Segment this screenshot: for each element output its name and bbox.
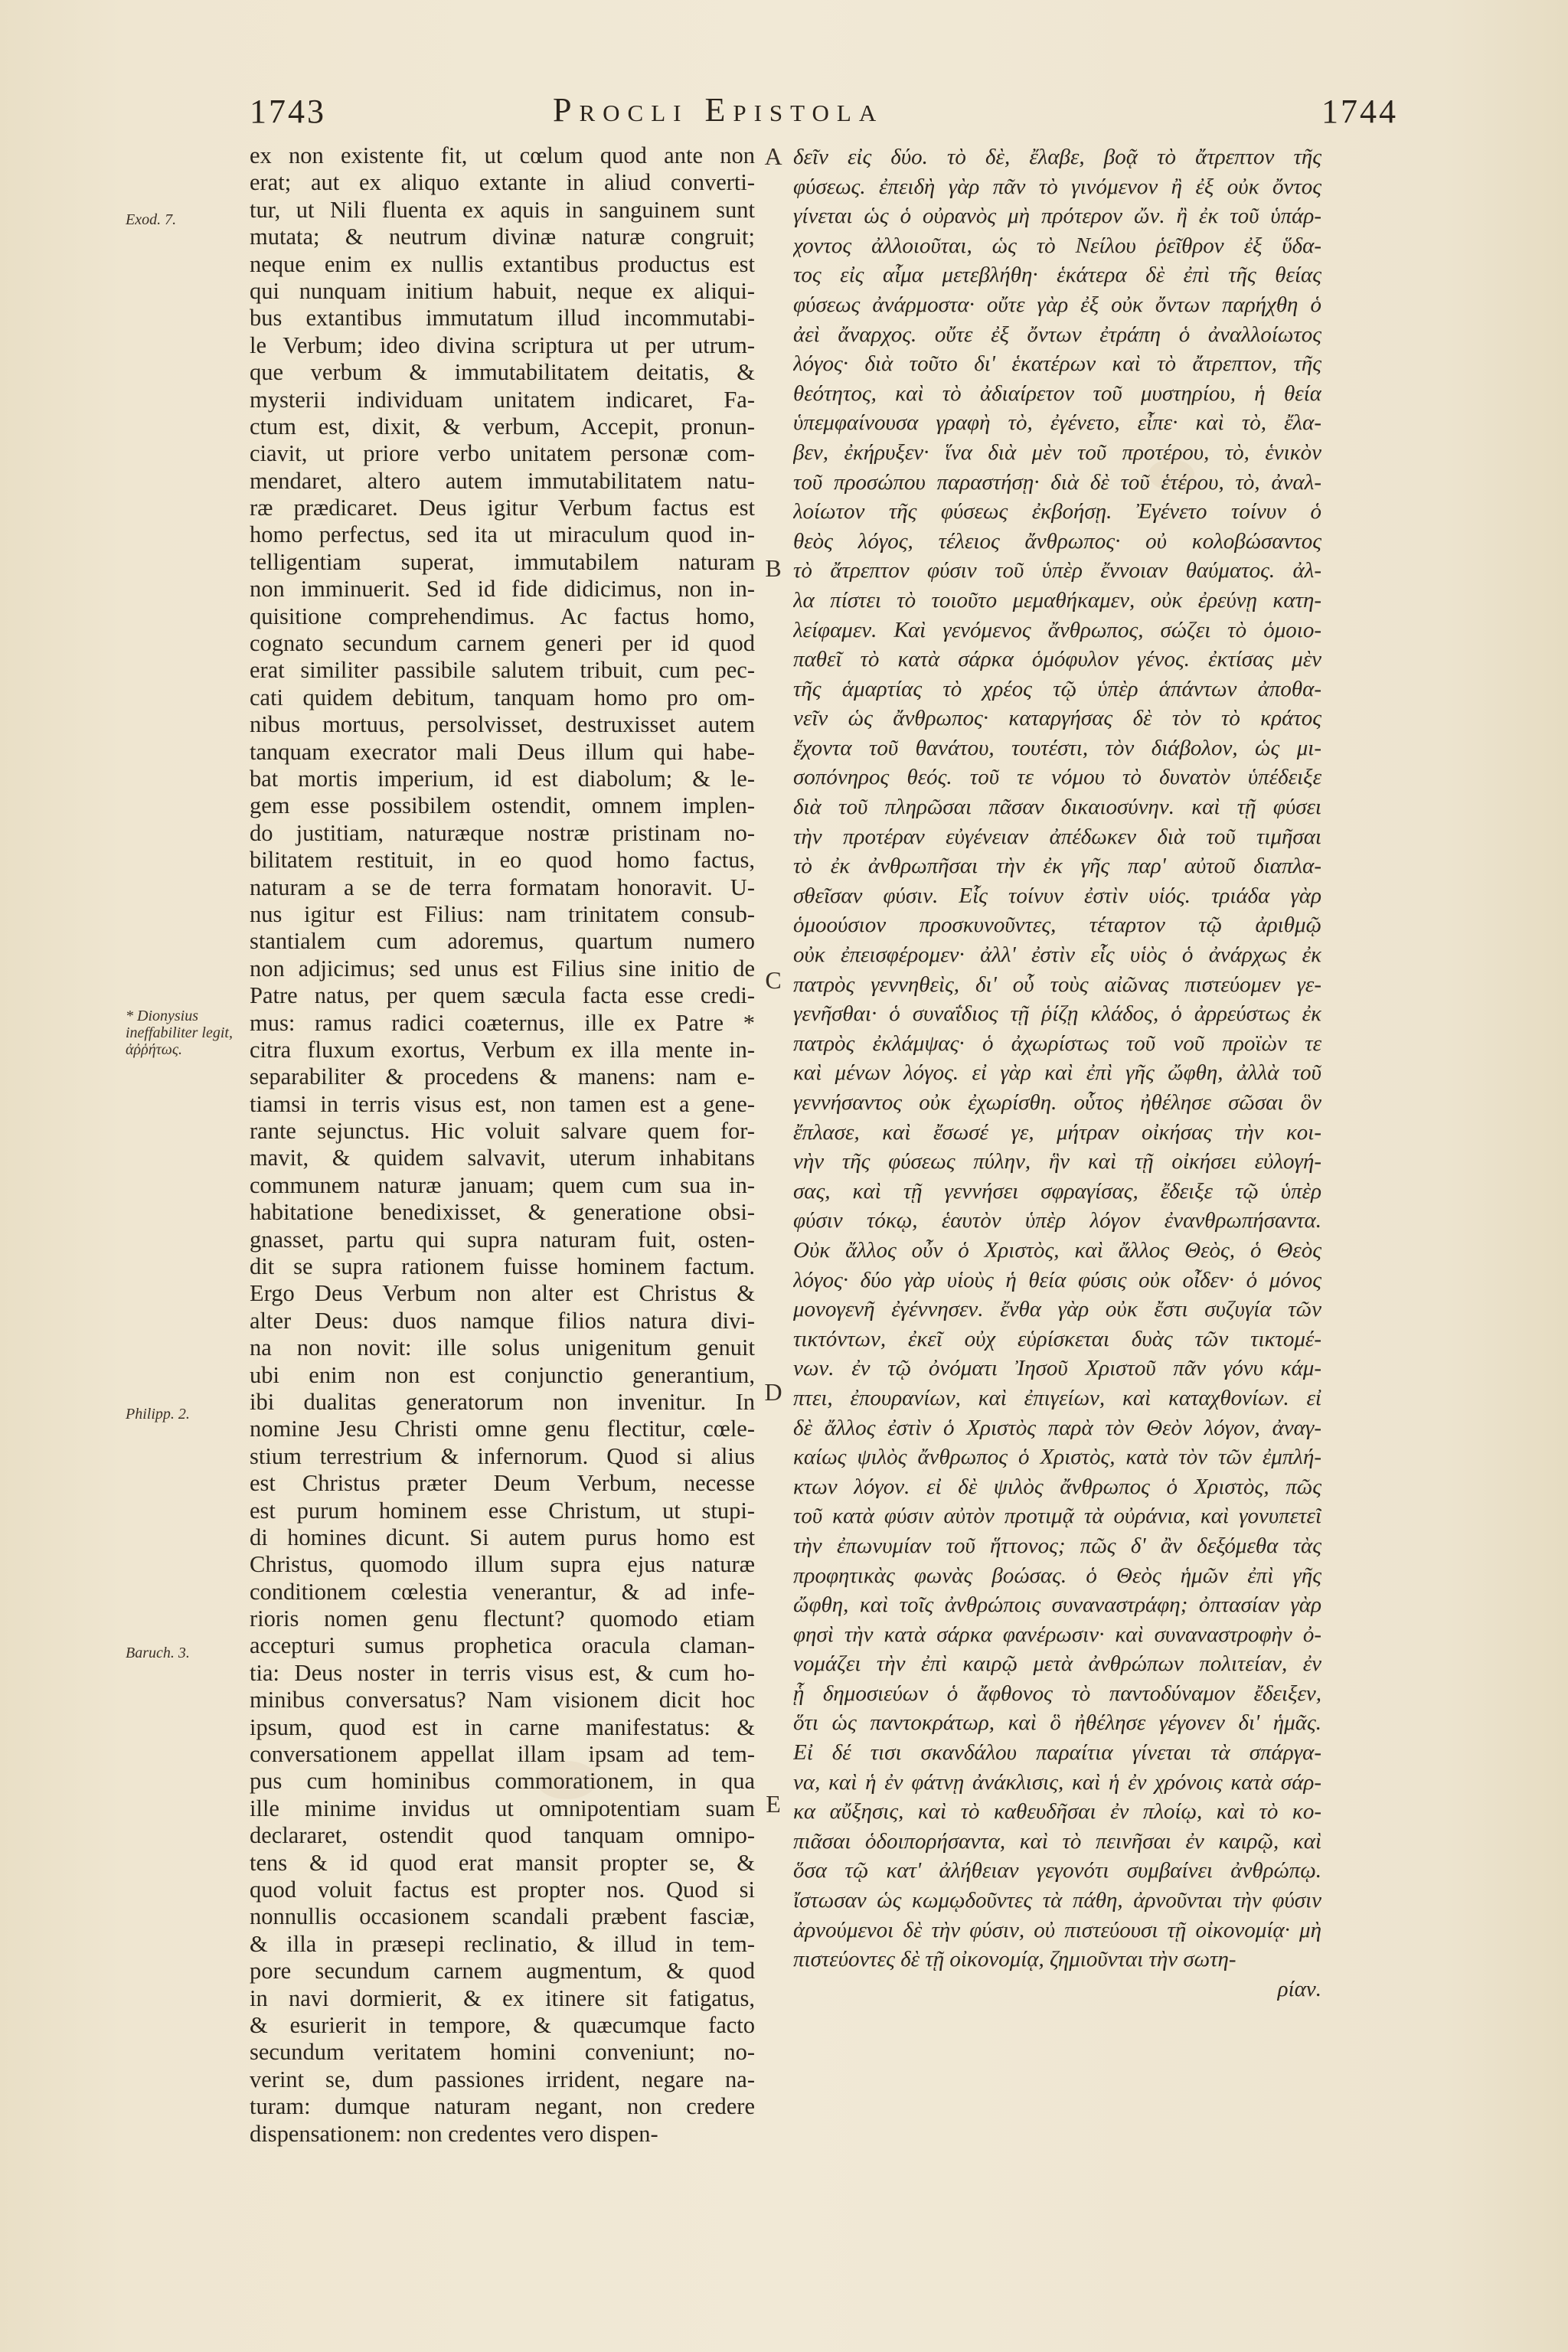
text-line: separabiliter & procedens & manens: nam e- (250, 1063, 755, 1090)
text-line: ὁμοούσιον προσκυνοῦντες, τέταρτον τῷ ἀριθμῷ (793, 913, 1321, 938)
text-line: gnasset, partu qui supra naturam fuit, osten- (250, 1226, 755, 1253)
text-line: dispensationem: non credentes vero dispen- (250, 2120, 658, 2147)
text-line: ὅσα τῷ κατ' ἀλήθειαν γεγονότι συμβαίνει ἀνθρώπῳ. (793, 1858, 1321, 1883)
text-line: di homines dicunt. Si autem purus homo est (250, 1524, 755, 1550)
text-line: na non novit: ille solus unigenitum genuit (250, 1334, 755, 1361)
text-line: πατρὸς γεννηθεὶς, δι' οὗ τοὺς αἰῶνας πιστεύομεν γε- (793, 972, 1321, 997)
page-number-right: 1744 (1321, 93, 1398, 130)
text-line: est Christus præter Deum Verbum, necesse (250, 1470, 755, 1497)
text-line: erat; aut ex aliquo extante in aliud converti- (250, 169, 755, 196)
text-line: accepturi sumus prophetica oracula claman- (250, 1632, 755, 1659)
text-line: χοντος ἀλλοιοῦται, ὡς τὸ Νείλου ῥεῖθρον ἐξ ὕδα- (793, 233, 1321, 258)
text-line: nus igitur est Filius: nam trinitatem consub- (250, 900, 755, 927)
text-line: ὑπεμφαίνουσα γραφὴ τὸ, ἐγένετο, εἶπε· καὶ τὸ, ἔλα- (793, 410, 1321, 436)
text-line: Ergo Deus Verbum non alter est Christus & (250, 1280, 755, 1307)
text-line: νομάζει τὴν ἐπὶ καιρῷ μετὰ ἀνθρώπων πολιτείαν, ἐν (793, 1651, 1321, 1677)
text-line: cati quidem debitum, tanquam homo pro om- (250, 684, 755, 710)
text-line: ἔχοντα τοῦ θανάτου, τουτέστι, τὸν διάβολον, ὡς μι- (793, 735, 1321, 760)
text-line: citra fluxum exortus, Verbum ex illa mente in- (250, 1036, 755, 1063)
text-line: le Verbum; ideo divina scriptura ut per utrum- (250, 332, 755, 358)
text-line: & esurierit in tempore, & quæcumque facto (250, 2011, 755, 2038)
text-line: νεῖν ὡς ἄνθρωπος· καταργήσας δὲ τὸν τὸ κράτος (793, 706, 1321, 731)
text-line: habitatione benedixisset, & generatione obsi- (250, 1199, 755, 1226)
text-line: bilitatem restituit, in eo quod homo factus, (250, 847, 755, 874)
text-line: nonnullis occasionem scandali præbent fasciæ, (250, 1903, 755, 1930)
text-line: cognato secundum carnem generi per id quod (250, 630, 755, 657)
text-line: telligentiam superat, immutabilem naturam (250, 548, 755, 575)
text-line: mendaret, altero autem immutabilitatem natu- (250, 467, 755, 494)
text-line: τοῦ κατὰ φύσιν αὐτὸν προτιμᾷ τὰ οὐράνια, καὶ γονυπετεῖ (793, 1504, 1321, 1529)
text-line: να, καὶ ἡ ἐν φάτνῃ ἀνάκλισις, καὶ ἡ ἐν χρόνοις κατὰ σάρ- (793, 1769, 1321, 1795)
text-line: σας, καὶ τῇ γεννήσει σφραγίσας, ἔδειξε τῷ ὑπὲρ (793, 1178, 1321, 1204)
text-line: non imminuerit. Sed id fide didicimus, non in- (250, 576, 755, 603)
text-line: δὲ ἄλλος ἐστὶν ὁ Χριστὸς παρὰ τὸν Θεὸν λόγον, ἀναγ- (793, 1415, 1321, 1440)
margin-note: Exod. 7. (126, 211, 177, 228)
text-line: μονογενῆ ἐγέννησεν. ἔνθα γὰρ οὐκ ἔστι συζυγία τῶν (793, 1297, 1321, 1322)
text-line: nibus mortuus, persolvisset, destruxisset autem (250, 711, 755, 738)
text-line: quod voluit factus est propter nos. Quod si (250, 1877, 755, 1903)
text-line: gem esse possibilem ostendit, omnem implen- (250, 792, 755, 819)
text-line: Οὐκ ἄλλος οὖν ὁ Χριστὸς, καὶ ἄλλος Θεὸς, ὁ Θεὸς (793, 1237, 1321, 1263)
text-line: λόγος· διὰ τοῦτο δι' ἑκατέρων καὶ τὸ ἄτρεπτον, τῆς (793, 351, 1321, 377)
text-line: naturam a se de terra formatam honoravit. U- (250, 874, 755, 900)
text-line: ipsum, quod est in carne manifestatus: & (250, 1713, 755, 1740)
text-line: & illa in præsepi reclinatio, & illud in tem- (250, 1930, 755, 1957)
text-line: ᾗ δημοσιεύων ὁ ἄφθονος τὸ παντοδύναμον ἔδειξεν, (793, 1681, 1321, 1706)
text-line: φύσεως. ἐπειδὴ γὰρ πᾶν τὸ γινόμενον ἢ ἐξ οὐκ ὄντος (793, 174, 1321, 199)
text-line: bat mortis imperium, id est diabolum; & le- (250, 765, 755, 792)
text-line: ctum est, dixit, & verbum, Accepit, pronun- (250, 413, 755, 439)
text-line: ἴστωσαν ὡς κωμῳδοῦντες τὰ πάθη, ἀρνοῦνται τὴν φύσιν (793, 1888, 1321, 1913)
text-line: τικτόντων, ἐκεῖ οὐχ εὑρίσκεται δυὰς τῶν τικτομέ- (793, 1326, 1321, 1351)
text-line: conditionem cœlestia venerantur, & ad infe- (250, 1578, 755, 1605)
text-line: erat similiter passibile salutem tribuit, cum pec- (250, 657, 755, 684)
text-line: non adjicimus; sed unus est Filius sine initio de (250, 955, 755, 982)
text-line: tens & id quod erat mansit propter se, & (250, 1849, 755, 1876)
text-line: verint se, dum passiones irrident, negare na- (250, 2066, 755, 2092)
text-line: κα αὔξησις, καὶ τὸ καθευδῆσαι ἐν πλοίῳ, καὶ τὸ κο- (793, 1799, 1321, 1824)
text-line: λείφαμεν. Καὶ γενόμενος ἄνθρωπος, σώζει τὸ ὁμοιο- (793, 617, 1321, 642)
text-line: ὤφθη, καὶ τοῖς ἀνθρώποις συναναστράφη; ὀπτασίαν γὰρ (793, 1592, 1321, 1618)
text-line: stantialem cum adoremus, quartum numero (250, 928, 755, 955)
text-line: τὴν προτέραν εὐγένειαν ἀπέδωκεν διὰ τοῦ τιμῆσαι (793, 824, 1321, 849)
text-line: stium terrestrium & infernorum. Quod si alius (250, 1442, 755, 1469)
text-line: tia: Deus noster in terris visus est, & cum ho- (250, 1659, 755, 1686)
latin-text-column (250, 142, 755, 2187)
text-line: ἀρνούμενοι δὲ τὴν φύσιν, οὐ πιστεύουσι τῇ οἰκονομίᾳ· μὴ (793, 1917, 1321, 1942)
text-line: καὶ μένων λόγος. εἰ γὰρ καὶ ἐπὶ γῆς ὤφθη, ἀλλὰ τοῦ (793, 1060, 1321, 1086)
text-line: τὸ ἄτρεπτον φύσιν τοῦ ὑπὲρ ἔννοιαν θαύματος. ἀλ- (793, 558, 1321, 583)
text-line: Εἰ δέ τισι σκανδάλου παραίτια γίνεται τὰ σπάργα- (793, 1740, 1321, 1766)
running-title: Procli Epistola (553, 91, 884, 129)
text-line: νὴν τῆς φύσεως πύλην, ἣν καὶ τῇ οἰκήσει εὐλογή- (793, 1149, 1321, 1174)
text-line: mavit, & quidem salvavit, uterum inhabitans (250, 1145, 755, 1171)
text-line: πιστεύοντες δὲ τῇ οἰκονομίᾳ, ζημιοῦνται τὴν σωτη- (793, 1947, 1236, 1972)
text-line: παθεῖ τὸ κατὰ σάρκα ὁμόφυλον γένος. ἐκτίσας μὲν (793, 647, 1321, 672)
text-line: ciavit, ut priore verbo unitatem personæ com- (250, 440, 755, 467)
section-letter-c: C (765, 966, 782, 994)
section-letter-b: B (765, 554, 782, 582)
text-line: mutata; & neutrum divinæ naturæ congruit; (250, 224, 755, 250)
text-line: ρίαν. (1277, 1976, 1321, 2001)
text-line: οὐκ ἐπεισφέρομεν· ἀλλ' ἐστὶν εἷς υἱὸς ὁ ἀνάρχως ἐκ (793, 942, 1321, 968)
text-line: πιᾶσαι ὁδοιπορήσαντα, καὶ τὸ πεινῆσαι ἐν καιρῷ, καὶ (793, 1828, 1321, 1854)
text-line: τὴν ἐπωνυμίαν τοῦ ἥττονος; πῶς δ' ἂν δεξόμεθα τὰς (793, 1533, 1321, 1558)
text-line: πτει, ἐπουρανίων, καὶ ἐπιγείων, καὶ καταχθονίων. εἰ (793, 1385, 1321, 1410)
text-line: dit se supra rationem fuisse hominem factum. (250, 1253, 755, 1280)
text-line: tanquam execrator mali Deus illum qui habe- (250, 738, 755, 765)
text-line: φησὶ τὴν κατὰ σάρκα φανέρωσιν· καὶ συναναστροφὴν ὀ- (793, 1622, 1321, 1647)
text-line: ille minime invidus ut omnipotentiam suam (250, 1795, 755, 1821)
text-line: λοίωτον τῆς φύσεως ἐκβοήσῃ. Ἐγένετο τοίνυν ὁ (793, 499, 1321, 524)
text-line: γίνεται ὡς ὁ οὐρανὸς μὴ πρότερον ὤν. ἢ ἐκ τοῦ ὑπάρ- (793, 204, 1321, 229)
text-line: alter Deus: duos namque filios natura divi- (250, 1307, 755, 1334)
text-line: ἀεὶ ἄναρχος. οὔτε ἐξ ὄντων ἐτράπη ὁ ἀναλλοίωτος (793, 322, 1321, 347)
text-line: turam: dumque naturam negant, non credere (250, 2093, 755, 2120)
text-line: φύσεως ἀνάρμοστα· οὔτε γὰρ ἐξ οὐκ ὄντων παρήχθη ὁ (793, 292, 1321, 317)
text-line: δεῖν εἰς δύο. τὸ δὲ, ἔλαβε, βοᾷ τὸ ἄτρεπτον τῆς (793, 145, 1321, 169)
section-letter-e: E (766, 1790, 781, 1818)
text-line: que verbum & immutabilitatem deitatis, & (250, 359, 755, 386)
text-line: φύσιν τόκῳ, ἑαυτὸν ὑπὲρ λόγον ἐνανθρωπήσαντα. (793, 1208, 1321, 1233)
text-line: mus: ramus radici coæternus, ille ex Patre * (250, 1009, 755, 1036)
text-line: nomine Jesu Christi omne genu flectitur, cœle- (250, 1416, 755, 1442)
text-line: γενῆσθαι· ὁ συναΐδιος τῇ ῥίζῃ κλάδος, ὁ ἀρρεύστως ἐκ (793, 1001, 1321, 1027)
text-line: communem naturæ januam; quem cum sua in- (250, 1171, 755, 1198)
text-line: ex non existente fit, ut cœlum quod ante non (250, 142, 755, 168)
greek-text-column (793, 142, 1321, 2202)
text-line: ὅτι ὡς παντοκράτωρ, καὶ ὃ ἠθέλησε γέγονεν δι' ἡμᾶς. (793, 1710, 1321, 1736)
text-line: rante sejunctus. Hic voluit salvare quem for- (250, 1118, 755, 1145)
text-line: τοῦ προσώπου παραστήσῃ· διὰ δὲ τοῦ ἑτέρου, τὸ, ἀναλ- (793, 469, 1321, 495)
text-line: τῆς ἁμαρτίας τὸ χρέος τῷ ὑπὲρ ἁπάντων ἀποθα- (793, 676, 1321, 701)
text-line: bus extantibus immutatum illud incommutabi- (250, 305, 755, 332)
text-line: Christus, quomodo illum supra ejus naturæ (250, 1551, 755, 1578)
text-line: ἔπλασε, καὶ ἔσωσέ γε, μήτραν οἰκήσας τὴν κοι- (793, 1119, 1321, 1145)
text-line: κτων λόγον. εἰ δὲ ψιλὸς ἄνθρωπος ὁ Χριστὸς, πῶς (793, 1474, 1321, 1499)
text-line: προφητικὰς φωνὰς βοώσας. ὁ Θεὸς ἡμῶν ἐπὶ γῆς (793, 1563, 1321, 1588)
margin-note: Philipp. 2. (126, 1406, 190, 1423)
text-line: διὰ τοῦ πληρῶσαι πᾶσαν δικαιοσύνην. καὶ τῇ φύσει (793, 795, 1321, 820)
text-line: ræ prædicaret. Deus igitur Verbum factus est (250, 495, 755, 521)
text-line: secundum veritatem homini conveniunt; no- (250, 2039, 755, 2066)
text-line: tur, ut Nili fluenta ex aquis in sanguinem sunt (250, 196, 755, 223)
text-line: βεν, ἐκήρυξεν· ἵνα διὰ μὲν τοῦ προτέρου, τὸ, ἑνικὸν (793, 439, 1321, 465)
text-line: rioris nomen genu flectunt? quomodo etiam (250, 1606, 755, 1632)
text-line: καίως ψιλὸς ἄνθρωπος ὁ Χριστὸς, κατὰ τὸν τῶν ἐμπλή- (793, 1445, 1321, 1470)
text-line: in navi dormierit, & ex itinere sit fatigatus, (250, 1984, 755, 2011)
text-line: Patre natus, per quem sæcula facta esse credi- (250, 982, 755, 1009)
text-line: νων. ἐν τῷ ὀνόματι Ἰησοῦ Χριστοῦ πᾶν γόνυ κάμ- (793, 1356, 1321, 1381)
text-line: λα πίστει τὸ τοιοῦτο μεμαθήκαμεν, οὐκ ἐρεύνῃ κατη- (793, 587, 1321, 612)
text-line: ubi enim non est conjunctio generantium, (250, 1361, 755, 1388)
text-line: σθεῖσαν φύσιν. Εἷς τοίνυν ἐστὶν υἱός. τριάδα γὰρ (793, 883, 1321, 908)
text-line: conversationem appellat illam ipsam ad tem- (250, 1741, 755, 1768)
text-line: γεννήσαντος οὐκ ἐχωρίσθη. οὗτος ἠθέλησε σῶσαι ὃν (793, 1090, 1321, 1115)
page-number-left: 1743 (250, 93, 326, 130)
margin-note: * Dionysius ineffabiliter legit, ἀῤῥήτως. (126, 1008, 233, 1058)
text-line: tiamsi in terris visus est, non tamen est a gene- (250, 1090, 755, 1117)
text-line: neque enim ex nullis extantibus productus est (250, 250, 755, 277)
text-line: σοπόνηρος θεός. τοῦ τε νόμου τὸ δυνατὸν ὑπέδειξε (793, 765, 1321, 790)
text-line: τος εἰς αἷμα μετεβλήθη· ἑκάτερα δὲ ἐπὶ τῆς θείας (793, 263, 1321, 288)
text-line: declararet, ostendit quod tanquam omnipo- (250, 1822, 755, 1849)
text-line: ibi dualitas generatorum non invenitur. In (250, 1388, 755, 1415)
text-line: πατρὸς ἐκλάμψας· ὁ ἀχωρίστως τοῦ νοῦ προϊὼν τε (793, 1031, 1321, 1056)
text-line: mysterii individuam unitatem indicaret, Fa- (250, 386, 755, 413)
text-line: minibus conversatus? Nam visionem dicit hoc (250, 1687, 755, 1713)
text-line: qui nunquam initium habuit, neque ex aliqui- (250, 277, 755, 304)
running-header (0, 86, 1568, 139)
text-line: λόγος· δύο γὰρ υἱοὺς ἡ θεία φύσις οὐκ οἶδεν· ὁ μόνος (793, 1267, 1321, 1292)
text-line: homo perfectus, sed ita ut miraculum quod in- (250, 521, 755, 548)
text-line: θεότητος, καὶ τὸ ἀδιαίρετον τοῦ μυστηρίου, ἡ θεία (793, 381, 1321, 406)
text-line: do justitiam, naturæque nostræ pristinam no- (250, 819, 755, 846)
text-line: pus cum hominibus commorationem, in qua (250, 1768, 755, 1795)
text-line: est purum hominem esse Christum, ut stupi- (250, 1497, 755, 1524)
text-line: quisitione comprehendimus. Ac factus homo, (250, 603, 755, 629)
text-line: θεὸς λόγος, τέλειος ἄνθρωπος· οὐ κολοβώσαντος (793, 528, 1321, 554)
section-letter-d: D (764, 1378, 782, 1406)
text-line: τὸ ἐκ ἀνθρωπῆσαι τὴν ἐκ γῆς παρ' αὐτοῦ διαπλα- (793, 854, 1321, 879)
section-letter-a: A (764, 142, 782, 170)
margin-note: Baruch. 3. (126, 1645, 190, 1661)
text-line: pore secundum carnem augmentum, & quod (250, 1958, 755, 1984)
